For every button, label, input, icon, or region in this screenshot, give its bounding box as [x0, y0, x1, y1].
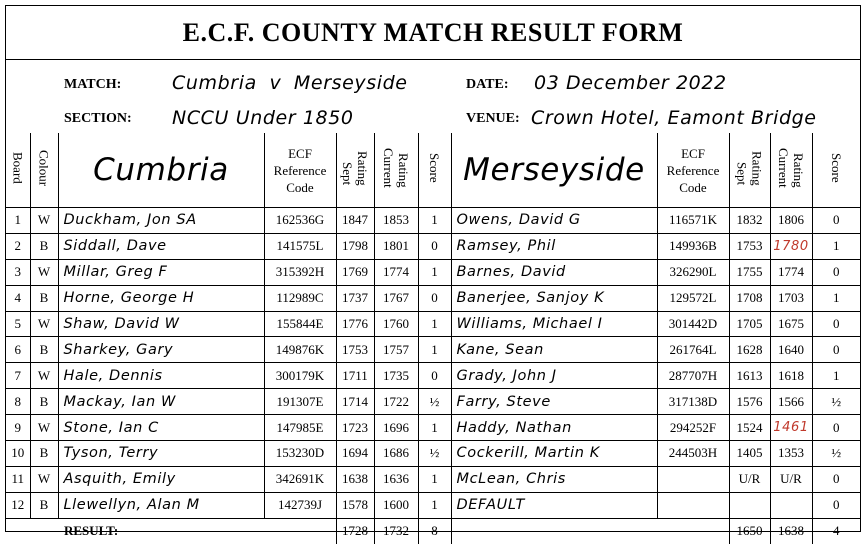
home-ecf-code: 300179K — [264, 363, 336, 389]
home-ecf-code: 153230D — [264, 441, 336, 467]
away-sept-rating: 1705 — [729, 311, 770, 337]
table-row — [6, 285, 860, 311]
home-sept-average: 1728 — [336, 518, 374, 543]
away-current-rating — [770, 492, 812, 518]
board-cell: 9 — [6, 415, 30, 441]
colour-cell: B — [30, 492, 58, 518]
home-player-name: Mackay, Ian W — [58, 389, 264, 415]
home-current-header: CurrentRating — [374, 133, 418, 208]
home-current-rating: 1767 — [374, 285, 418, 311]
away-player-name: Barnes, David — [451, 259, 657, 285]
colour-cell: B — [30, 389, 58, 415]
table-row — [6, 259, 860, 285]
away-current-rating: 1566 — [770, 389, 812, 415]
result-form — [5, 5, 861, 539]
away-sept-header: SeptRating — [729, 133, 770, 208]
home-sept-rating: 1694 — [336, 441, 374, 467]
table-row — [6, 363, 860, 389]
match-value: Cumbria v Merseyside — [172, 72, 408, 94]
colour-cell: B — [30, 337, 58, 363]
colour-cell: W — [30, 466, 58, 492]
board-cell: 11 — [6, 466, 30, 492]
away-player-name: Haddy, Nathan — [451, 415, 657, 441]
home-score: 0 — [418, 233, 451, 259]
away-current-rating: 1461 — [770, 415, 812, 441]
board-cell: 8 — [6, 389, 30, 415]
away-player-name: Farry, Steve — [451, 389, 657, 415]
board-cell: 1 — [6, 208, 30, 234]
home-sept-rating: 1847 — [336, 208, 374, 234]
away-ecf-code: 317138D — [657, 389, 729, 415]
venue-value: Crown Hotel, Eamont Bridge — [531, 107, 817, 129]
home-score: 1 — [418, 492, 451, 518]
home-sept-rating: 1737 — [336, 285, 374, 311]
table-row — [6, 441, 860, 467]
home-ecf-code: 342691K — [264, 466, 336, 492]
home-score: 1 — [418, 208, 451, 234]
away-sept-rating: 1613 — [729, 363, 770, 389]
away-score: ½ — [812, 389, 860, 415]
home-team-header: Cumbria — [58, 133, 264, 208]
date-value: 03 December 2022 — [534, 72, 727, 94]
board-cell: 6 — [6, 337, 30, 363]
home-ecf-code: 112989C — [264, 285, 336, 311]
away-player-name: Ramsey, Phil — [451, 233, 657, 259]
away-ecf-code: 294252F — [657, 415, 729, 441]
home-sept-rating: 1798 — [336, 233, 374, 259]
home-score: ½ — [418, 389, 451, 415]
colour-cell: B — [30, 285, 58, 311]
home-score: 1 — [418, 415, 451, 441]
colour-cell: W — [30, 311, 58, 337]
home-current-rating: 1686 — [374, 441, 418, 467]
away-ecf-code: 116571K — [657, 208, 729, 234]
section-value: NCCU Under 1850 — [172, 107, 354, 129]
board-cell: 3 — [6, 259, 30, 285]
away-current-rating: 1703 — [770, 285, 812, 311]
colour-cell: W — [30, 415, 58, 441]
home-ecf-code: 162536G — [264, 208, 336, 234]
away-ecf-code: 301442D — [657, 311, 729, 337]
home-sept-rating: 1578 — [336, 492, 374, 518]
home-sept-rating: 1711 — [336, 363, 374, 389]
home-score: 1 — [418, 466, 451, 492]
home-score: 0 — [418, 285, 451, 311]
away-player-name: Grady, John J — [451, 363, 657, 389]
table-row — [6, 233, 860, 259]
away-sept-rating: U/R — [729, 466, 770, 492]
away-current-rating: 1774 — [770, 259, 812, 285]
away-score: 0 — [812, 208, 860, 234]
table-row — [6, 389, 860, 415]
away-score-header: Score — [812, 133, 860, 208]
table-row — [6, 208, 860, 234]
table-row — [6, 415, 860, 441]
form-title: E.C.F. COUNTY MATCH RESULT FORM — [6, 6, 860, 60]
away-score: 0 — [812, 415, 860, 441]
home-current-rating: 1696 — [374, 415, 418, 441]
away-score: 1 — [812, 233, 860, 259]
away-player-name: Williams, Michael I — [451, 311, 657, 337]
away-ecf-code: 244503H — [657, 441, 729, 467]
date-label: DATE: — [466, 77, 509, 92]
home-sept-rating: 1776 — [336, 311, 374, 337]
away-ecf-code: 287707H — [657, 363, 729, 389]
away-sept-average: 1650 — [729, 518, 770, 543]
home-ecf-header: ECF Reference Code — [264, 133, 336, 208]
home-player-name: Tyson, Terry — [58, 441, 264, 467]
colour-cell: B — [30, 233, 58, 259]
away-score: 0 — [812, 311, 860, 337]
home-sept-header: SeptRating — [336, 133, 374, 208]
home-current-rating: 1722 — [374, 389, 418, 415]
away-sept-rating — [729, 492, 770, 518]
home-ecf-code: 142739J — [264, 492, 336, 518]
home-current-rating: 1636 — [374, 466, 418, 492]
away-player-name: McLean, Chris — [451, 466, 657, 492]
home-current-rating: 1853 — [374, 208, 418, 234]
result-row — [6, 518, 860, 543]
away-player-name: Kane, Sean — [451, 337, 657, 363]
away-sept-rating: 1755 — [729, 259, 770, 285]
away-score: 0 — [812, 259, 860, 285]
away-score: 0 — [812, 337, 860, 363]
home-ecf-code: 141575L — [264, 233, 336, 259]
away-score: ½ — [812, 441, 860, 467]
home-ecf-code: 315392H — [264, 259, 336, 285]
board-cell: 5 — [6, 311, 30, 337]
colour-cell: W — [30, 259, 58, 285]
home-ecf-code: 147985E — [264, 415, 336, 441]
home-score: 0 — [418, 363, 451, 389]
colour-header: Colour — [30, 133, 58, 208]
away-ecf-code: 261764L — [657, 337, 729, 363]
away-ecf-code: 129572L — [657, 285, 729, 311]
venue-label: VENUE: — [466, 111, 520, 126]
home-score: ½ — [418, 441, 451, 467]
away-score: 1 — [812, 363, 860, 389]
home-player-name: Hale, Dennis — [58, 363, 264, 389]
away-player-name: Cockerill, Martin K — [451, 441, 657, 467]
colour-cell: B — [30, 441, 58, 467]
home-ecf-code: 149876K — [264, 337, 336, 363]
away-sept-rating: 1708 — [729, 285, 770, 311]
table-row — [6, 466, 860, 492]
home-sept-rating: 1769 — [336, 259, 374, 285]
home-score: 1 — [418, 337, 451, 363]
away-team-header: Merseyside — [451, 133, 657, 208]
home-player-name: Duckham, Jon SA — [58, 208, 264, 234]
away-player-name: DEFAULT — [451, 492, 657, 518]
board-cell: 2 — [6, 233, 30, 259]
home-current-rating: 1801 — [374, 233, 418, 259]
home-current-rating: 1757 — [374, 337, 418, 363]
board-cell: 10 — [6, 441, 30, 467]
away-ecf-code — [657, 466, 729, 492]
home-score: 1 — [418, 259, 451, 285]
section-label: SECTION: — [64, 111, 132, 126]
header-row — [6, 133, 860, 208]
away-current-rating: U/R — [770, 466, 812, 492]
home-player-name: Horne, George H — [58, 285, 264, 311]
home-current-average: 1732 — [374, 518, 418, 543]
colour-cell: W — [30, 363, 58, 389]
home-player-name: Shaw, David W — [58, 311, 264, 337]
home-player-name: Sharkey, Gary — [58, 337, 264, 363]
home-player-name: Siddall, Dave — [58, 233, 264, 259]
match-label: MATCH: — [64, 77, 122, 92]
away-current-rating: 1780 — [770, 233, 812, 259]
home-sept-rating: 1723 — [336, 415, 374, 441]
home-current-rating: 1760 — [374, 311, 418, 337]
table-row — [6, 337, 860, 363]
home-sept-rating: 1638 — [336, 466, 374, 492]
away-sept-rating: 1405 — [729, 441, 770, 467]
away-current-average: 1638 — [770, 518, 812, 543]
away-sept-rating: 1832 — [729, 208, 770, 234]
away-ecf-code: 149936B — [657, 233, 729, 259]
away-score: 0 — [812, 466, 860, 492]
home-sept-rating: 1753 — [336, 337, 374, 363]
board-header: Board — [6, 133, 30, 208]
away-ecf-code: 326290L — [657, 259, 729, 285]
results-table — [6, 133, 860, 544]
home-sept-rating: 1714 — [336, 389, 374, 415]
home-player-name: Millar, Greg F — [58, 259, 264, 285]
away-player-name: Owens, David G — [451, 208, 657, 234]
home-player-name: Asquith, Emily — [58, 466, 264, 492]
home-current-rating: 1735 — [374, 363, 418, 389]
away-score: 0 — [812, 492, 860, 518]
away-total-score: 4 — [812, 518, 860, 543]
away-current-rating: 1806 — [770, 208, 812, 234]
home-player-name: Llewellyn, Alan M — [58, 492, 264, 518]
away-ecf-header: ECF Reference Code — [657, 133, 729, 208]
home-score: 1 — [418, 311, 451, 337]
away-current-rating: 1675 — [770, 311, 812, 337]
away-ecf-code — [657, 492, 729, 518]
home-ecf-code: 191307E — [264, 389, 336, 415]
away-score: 1 — [812, 285, 860, 311]
away-sept-rating: 1753 — [729, 233, 770, 259]
board-cell: 12 — [6, 492, 30, 518]
away-sept-rating: 1576 — [729, 389, 770, 415]
away-player-name: Banerjee, Sanjoy K — [451, 285, 657, 311]
away-current-rating: 1353 — [770, 441, 812, 467]
home-current-rating: 1774 — [374, 259, 418, 285]
home-total-score: 8 — [418, 518, 451, 543]
result-spacer — [451, 518, 729, 543]
away-sept-rating: 1524 — [729, 415, 770, 441]
home-ecf-code: 155844E — [264, 311, 336, 337]
away-current-rating: 1640 — [770, 337, 812, 363]
home-current-rating: 1600 — [374, 492, 418, 518]
board-cell: 7 — [6, 363, 30, 389]
home-player-name: Stone, Ian C — [58, 415, 264, 441]
colour-cell: W — [30, 208, 58, 234]
away-current-rating: 1618 — [770, 363, 812, 389]
away-sept-rating: 1628 — [729, 337, 770, 363]
home-score-header: Score — [418, 133, 451, 208]
away-current-header: CurrentRating — [770, 133, 812, 208]
table-row — [6, 492, 860, 518]
result-label: RESULT: — [6, 518, 336, 543]
table-row — [6, 311, 860, 337]
board-cell: 4 — [6, 285, 30, 311]
